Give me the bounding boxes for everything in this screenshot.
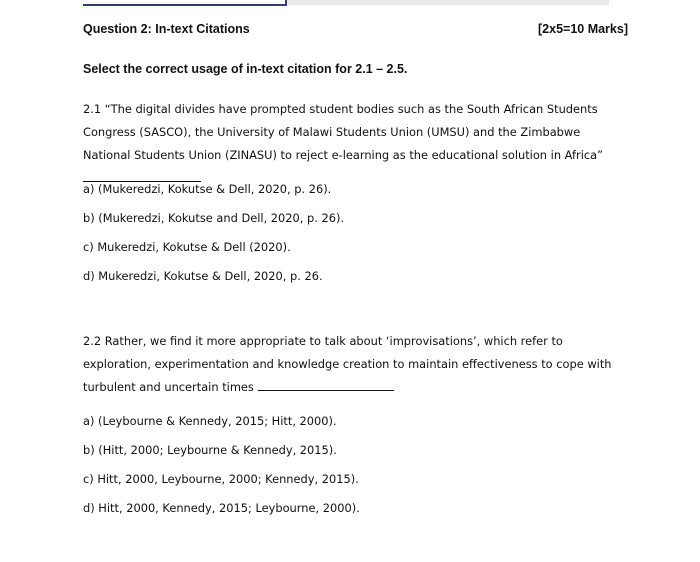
q1-option-a: a) (Mukeredzi, Kokutse & Dell, 2020, p. 26). <box>83 182 332 196</box>
q2-option-d: d) Hitt, 2000, Kennedy, 2015; Leybourne, 2000). <box>83 501 360 515</box>
q1-option-d: d) Mukeredzi, Kokutse & Dell, 2020, p. 26. <box>83 269 323 283</box>
question-2-2-stem <box>83 330 628 399</box>
page-top-border <box>83 0 609 6</box>
question-stem-text: 2.2 Rather, we find it more appropriate to talk about ‘improvisations’, which refer to exploration, experimentation and knowledge creation to maintain effectiveness to cope with turbulent and uncertain times <box>83 334 612 394</box>
question-title: Question 2: In-text Citations <box>83 22 250 36</box>
q2-option-c: c) Hitt, 2000, Leybourne, 2000; Kennedy, 2015). <box>83 472 359 486</box>
question-stem-text: 2.1 “The digital divides have prompted student bodies such as the South African Students Congress (SASCO), the University of Malawi Students Union (UMSU) and the Zimbabwe National Students Union (ZINASU) to reject e-learning as the educational solution in Africa” <box>83 102 604 162</box>
instruction-text: Select the correct usage of in-text citation for 2.1 – 2.5. <box>83 62 408 76</box>
q2-option-a: a) (Leybourne & Kennedy, 2015; Hitt, 2000). <box>83 414 337 428</box>
q1-option-c: c) Mukeredzi, Kokutse & Dell (2020). <box>83 240 291 254</box>
answer-blank <box>83 169 201 182</box>
q2-option-b: b) (Hitt, 2000; Leybourne & Kennedy, 2015). <box>83 443 337 457</box>
q1-option-b: b) (Mukeredzi, Kokutse and Dell, 2020, p. 26). <box>83 211 345 225</box>
answer-blank <box>258 378 394 391</box>
question-2-1-stem <box>83 98 628 190</box>
top-tab-outline <box>83 0 287 6</box>
marks-label: [2x5=10 Marks] <box>538 22 628 36</box>
question-header <box>83 22 628 36</box>
top-gray-band <box>287 0 609 5</box>
